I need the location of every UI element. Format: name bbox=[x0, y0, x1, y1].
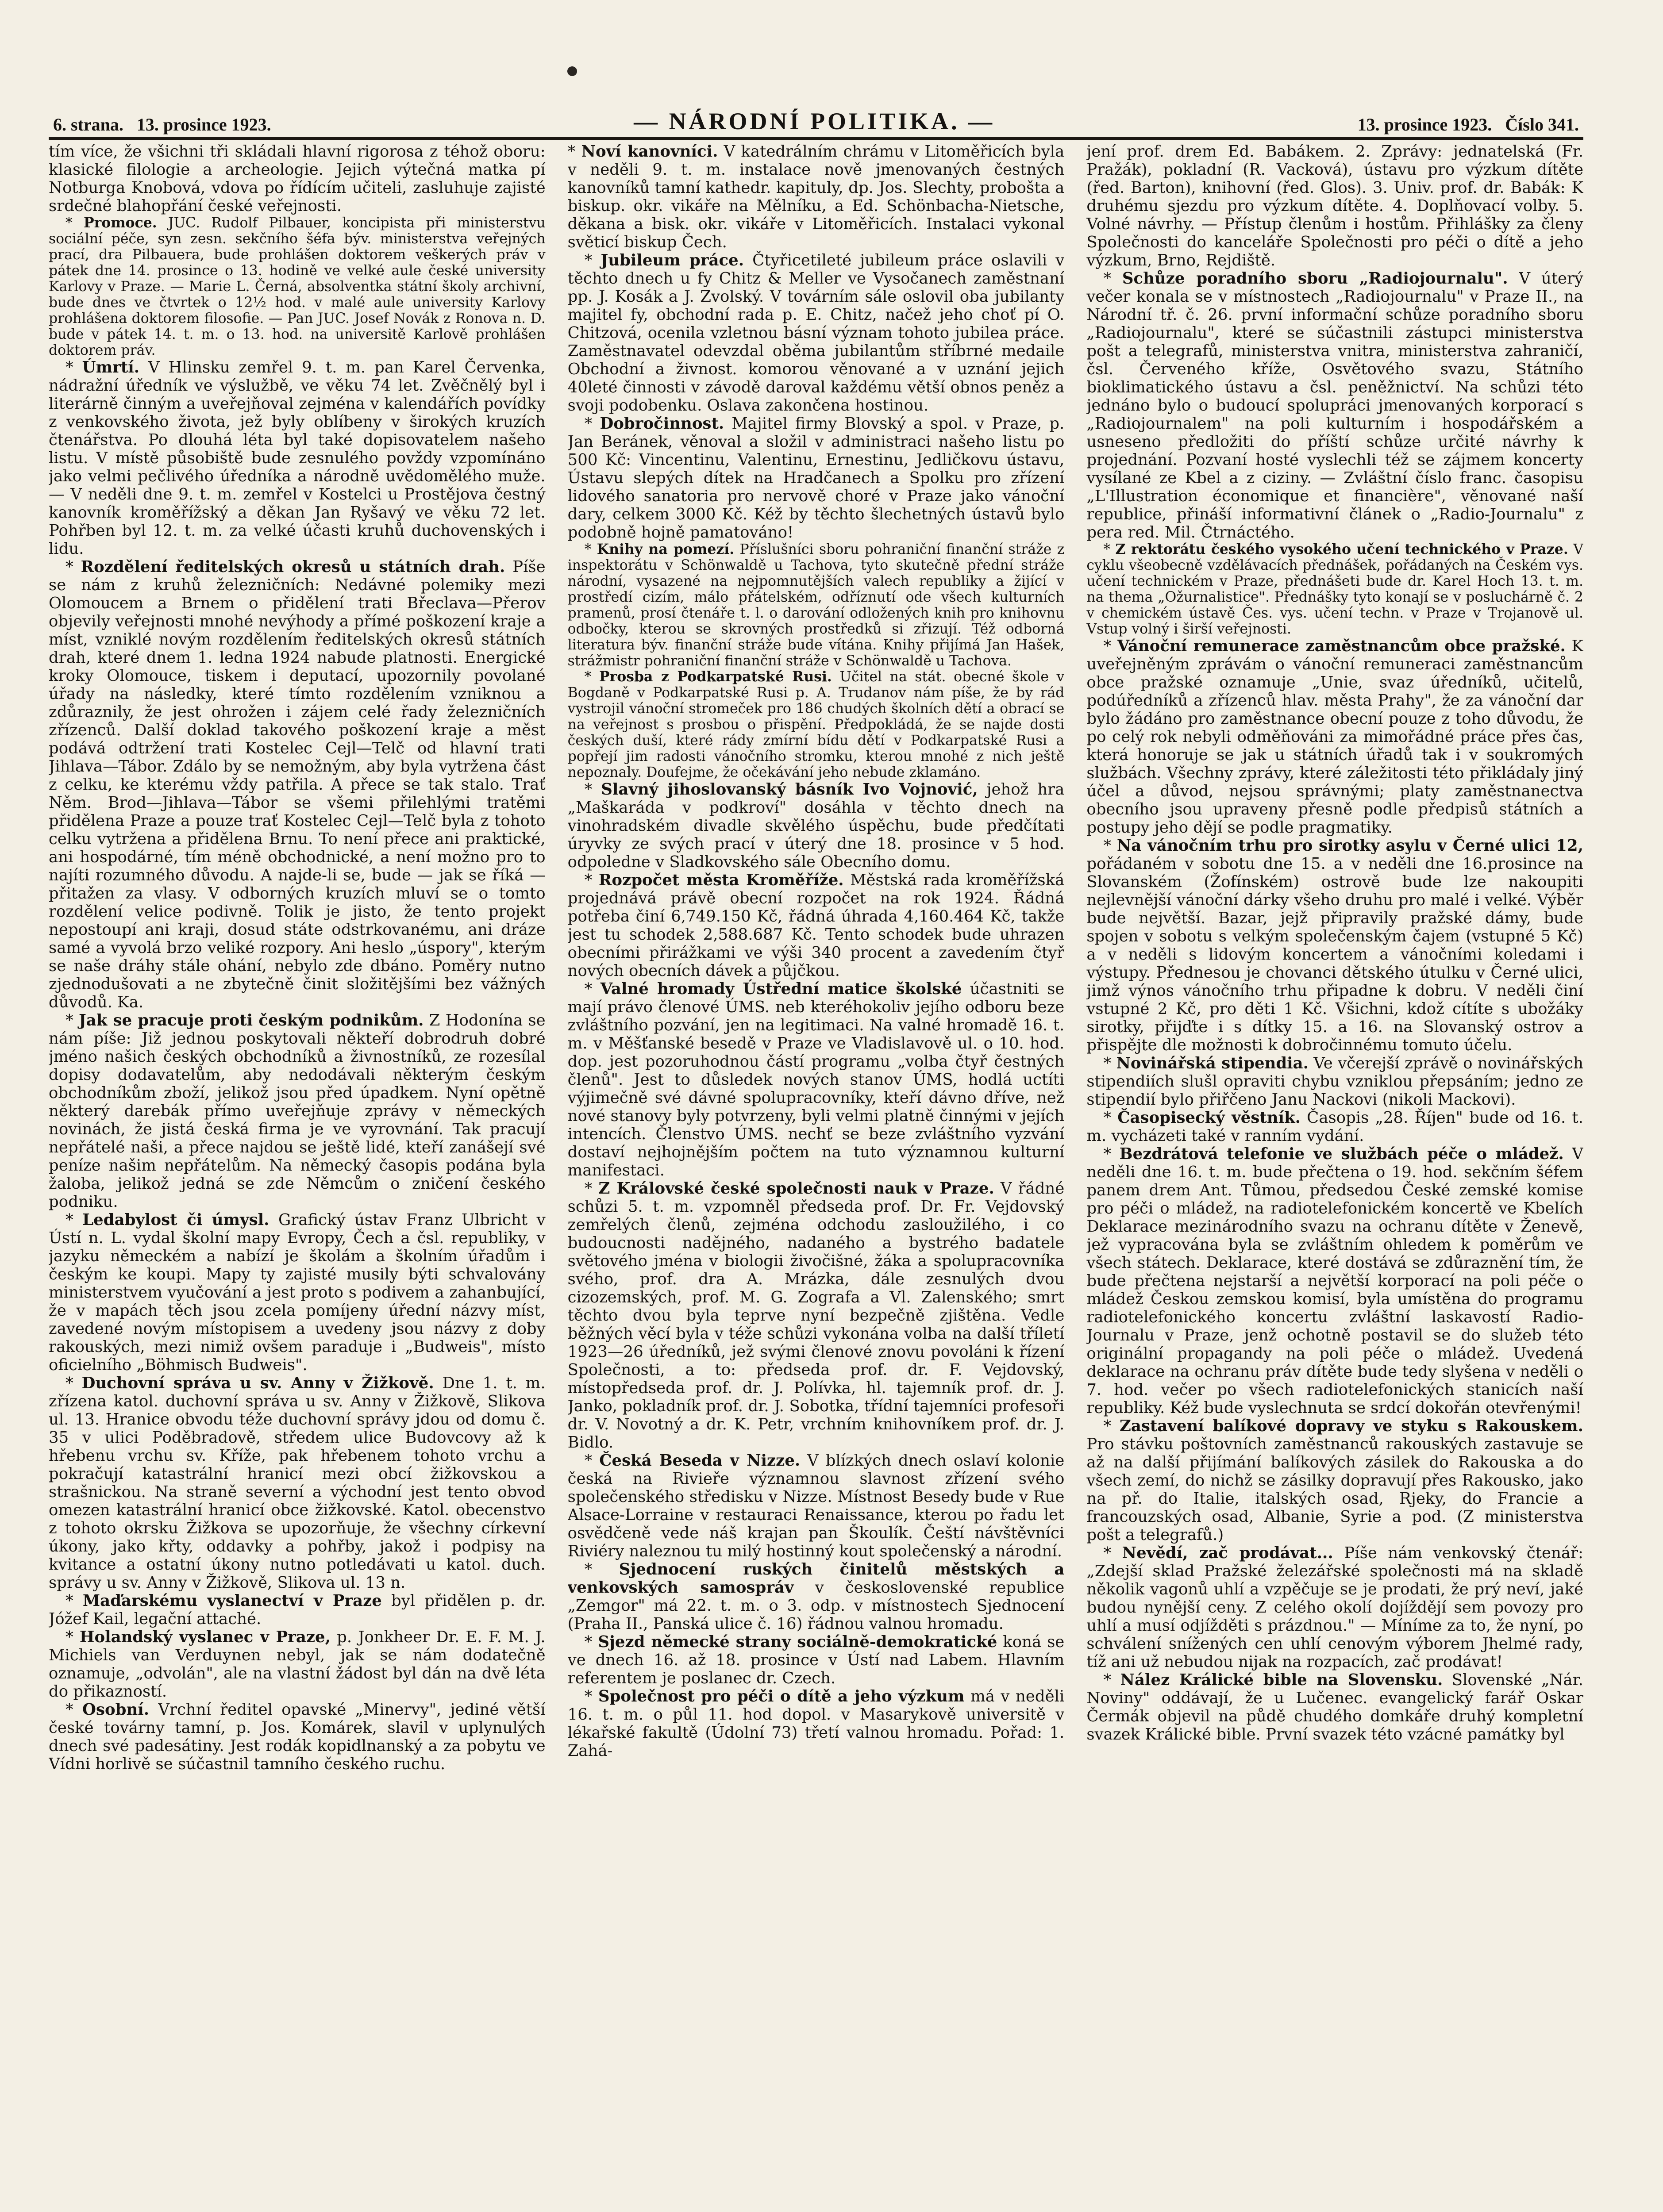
header-right bbox=[1358, 114, 1579, 135]
article-body: V blízkých dnech oslaví kolonie česká na Rivieře významnou slavnost zřízení svého společenského středisku v Nizze. Místnost Besedy bude v Rue Alsace-Lorraine v restauraci Renaissance, kterou po řadu let osvědčeně vede náš krajan pan Škoulík. Čeští návštěvníci Riviéry naleznou tu milý hostinný kout společenský a národní. bbox=[567, 1452, 1065, 1560]
column-3 bbox=[1086, 142, 1583, 2212]
article-body: koná se ve dnech 16. až 18. prosince v Ústí nad Labem. Hlavním referentem je poslanec dr. Czech. bbox=[567, 1633, 1065, 1687]
article: * Duchovní správa u sv. Anny v Žižkově. Dne 1. t. m. zřízena katol. duchovní správa u sv. Anny v Žižkově, Slikova ul. 13. Hranice obvodu téže duchovní správy jdou od domu č. 35 v ulici Poděbradově, středem ulice Budovcovy až k hřebenu vrchu sv. Kříže, pak hřebenem tohoto vrchu a pokračují katastrální hranicí mezi obcí žižkovskou a strašnickou. Na straně severní a východní jest tento obvod omezen katastrální hranicí obce žižkovské. Katol. obecenstvo z tohoto okrsku Žižkova se upozorňuje, že všechny církevní úkony, jako křty, oddavky a pohřby, jakož i podpisy na kvitance a ostatní úkony nutno potledávati u katol. duch. správy u sv. Anny v Žižkově, Slikova ul. 13 n. bbox=[49, 1374, 546, 1592]
page-number: 6. strana. bbox=[53, 115, 123, 134]
article-body: Z Hodonína se nám píše: Již jednou poskytovali někteří dobrodruh dobré jméno našich českých obchodníků a živnostníků, ze rozesílal dopisy dodavatelům, aby nedodávali některým českým obchodníkům zboží, jelikož jsou před úpadkem. Nyní opětně některý darebák přímo uveřejňuje zprávy v německých novinách, že jistá česká firma je ve vyrovnání. Tak pracují nepřátelé naši, a přece najdou se ještě lidé, kteří zanášejí své peníze našim nepřátelům. Na německý časopis podána byla žaloba, jelikož jedná se zde Němcům o zničení českého podniku. bbox=[49, 1011, 546, 1211]
date-right: 13. prosince 1923. bbox=[1357, 115, 1492, 134]
article-body: v československé republice „Zemgor" má 22. t. m. o 3. odp. v místnostech Sjednocení (Praha II., Panská ulice č. 16) řádnou valnou hromadu. bbox=[567, 1578, 1065, 1633]
article-title: Maďarskému vyslanectví v Praze bbox=[82, 1592, 382, 1610]
ink-dot bbox=[567, 66, 577, 76]
article-title: Prosba z Podkarpatské Rusi. bbox=[599, 668, 832, 685]
article-title: Vánoční remunerace zaměstnancům obce pražské. bbox=[1117, 637, 1566, 655]
article-title: Bezdrátová telefonie ve službách péče o mládež. bbox=[1119, 1145, 1564, 1163]
article-body: byl přidělen p. dr. Jóžef Kail, legační attaché. bbox=[49, 1592, 546, 1628]
article-title: Společnost pro péči o dítě a jeho výzkum bbox=[598, 1687, 965, 1705]
date-left: 13. prosince 1923. bbox=[136, 115, 271, 134]
column-3-text bbox=[1086, 142, 1583, 1743]
header-left bbox=[53, 114, 271, 135]
article-body: Grafický ústav Franz Ulbricht v Ústí n. L. vydal školní mapy Evropy, Čech a čsl. republiky, v jazyku německém a nabízí je školám a školním úřadům i českým ke koupi. Mapy ty zajisté musily býti schvalovány ministerstvem vyučování a jest proto s podivem a zahanbující, že v mapách těch jsou zcela pomíjeny úřední názvy míst, zavedené novým místopisem a uvedeny jsou názvy z doby rakouských, mezi nimiž ovšem paraduje i „Budweis", místo oficielního „Böhmisch Budweis". bbox=[49, 1211, 546, 1374]
column-1-text bbox=[49, 142, 546, 1773]
article-body: Slovenské „Nár. Noviny" oddávají, že u Lučenec. evangelický farář Oskar Čermák objevil na půdě chudého domkáře druhý kompletní svazek Králické bible. První svazek této vzácné památky byl bbox=[1086, 1671, 1583, 1743]
article: * Česká Beseda v Nizze. V blízkých dnech oslaví kolonie česká na Rivieře významnou slavnost zřízení svého společenského středisku v Nizze. Místnost Besedy bude v Rue Alsace-Lorraine v restauraci Renaissance, kterou po řadu let osvědčeně vede náš krajan pan Škoulík. Čeští návštěvníci Riviéry naleznou tu milý hostinný kout společenský a národní. bbox=[567, 1452, 1065, 1560]
article-body: V Hlinsku zemřel 9. t. m. pan Karel Červenka, nádražní úředník ve výslužbě, ve věku 74 let. Zvěčnělý byl i literárně činným a uveřejňoval zejména v kalendářích povídky z venkovského života, jež byly oblíbeny v širokých kruzích čtenářstva. Po dlouhá léta byl také dopisovatelem našeho listu. V místě působiště bude zesnulého povždy vzpomínáno jako velmi pečlivého úředníka a národně uvědomělého muže. — V neděli dne 9. t. m. zemřel v Kostelci u Prostějova čestný kanovník kroměřížský a děkan Jan Ryšavý ve věku 72 let. Pohřben byl 12. t. m. za velké účasti kruhů duchovenských i lidu. bbox=[49, 358, 546, 558]
article: * Maďarskému vyslanectví v Praze byl přidělen p. dr. Jóžef Kail, legační attaché. bbox=[49, 1592, 546, 1628]
article-body: pořádaném v sobotu dne 15. a v neděli dne 16.prosince na Slovanském (Žofínském) ostrově bude lze nakoupiti nejlevnější vánoční dárky všeho druhu pro malé i velké. Výběr bude největší. Bazar, jejž připravily pražské dámy, bude spojen v sobotu s velkým společenským čajem (vstupné 5 Kč) a v neděli s lidovým koncertem a vánočními koledami i výstupy. Přednesou je chovanci dětského útulku v Černé ulici, jimž výnos vánočního trhu připadne k dobru. V neděli činí vstupné 2 Kč, pro děti 1 Kč. Všichni, kdož cítíte s ubožáky sirotky, přijďte i s dítky 15. a 16. na Slovanský ostrov a přispějte dle možnosti k dobročinnému tomuto účelu. bbox=[1086, 855, 1583, 1054]
article-title: Holandský vyslanec v Praze, bbox=[79, 1628, 331, 1646]
article-body: Čtyřicetileté jubileum práce oslavili v těchto dnech u fy Chitz & Meller ve Vysočanech zaměstnaní pp. J. Kosák a J. Zvolský. V továrním sále oslovil oba jubilanty majitel fy, obchodní rada p. E. Chitz, načež jeho choť pí O. Chitzová, ocenila vzletnou básní význam tohoto jubilea práce. Zaměstnavatel odevzdal oběma jubilantům stříbrné medaile Obchodní a živnost. komorou věnované a v uznání jejich 40leté činnosti v závodě daroval každému větší obnos peněz a svoji podobenku. Oslava zakončena hostinou. bbox=[567, 251, 1065, 415]
article-title: Na vánočním trhu pro sirotky asylu v Černé ulici 12, bbox=[1116, 837, 1583, 855]
article: * Dobročinnost. Majitel firmy Blovský a spol. v Praze, p. Jan Beránek, věnoval a složil v administraci našeho listu po 500 Kč: Vincentinu, Valentinu, Ernestinu, Jedličkovu ústavu, Ústavu slepých dítek na Hradčanech a Spolku pro zřízení lidového sanatoria pro nervově choré v Praze jako vánoční dary, celkem 3000 Kč. Kéž by těchto šlechetných ústavů bylo podobně hojně pamatováno! bbox=[567, 415, 1065, 541]
issue-number: Číslo 341. bbox=[1505, 115, 1579, 134]
article-title: Časopisecký věstník. bbox=[1117, 1109, 1301, 1127]
article-title: Ledabylost či úmysl. bbox=[82, 1211, 269, 1229]
article-title: Nález Králické bible na Slovensku. bbox=[1120, 1671, 1443, 1689]
column-2-text bbox=[568, 142, 1065, 1760]
article: * Úmrtí. V Hlinsku zemřel 9. t. m. pan Karel Červenka, nádražní úředník ve výslužbě, ve věku 74 let. Zvěčnělý byl i literárně činným a uveřejňoval zejména v kalendářích povídky z venkovského života, jež byly oblíbeny v širokých kruzích čtenářstva. Po dlouhá léta byl také dopisovatelem našeho listu. V místě působiště bude zesnulého povždy vzpomínáno jako velmi pečlivého úředníka a národně uvědomělého muže. — V neděli dne 9. t. m. zemřel v Kostelci u Prostějova čestný kanovník kroměřížský a děkan Jan Ryšavý ve věku 72 let. Pohřben byl 12. t. m. za velké účasti kruhů duchovenských i lidu. bbox=[49, 358, 546, 558]
article-body: Vrchní ředitel opavské „Minervy", jediné větší české továrny tamní, p. Jos. Komárek, slavil v uplynulých dnech své padesátiny. Jest rodák kopidlnanský a za pobytu ve Vídni horlivě se súčastnil tamního českého ruchu. bbox=[49, 1701, 546, 1773]
article bbox=[49, 142, 546, 215]
header-rule bbox=[49, 137, 1583, 140]
article: * Zastavení balíkové dopravy ve styku s Rakouskem. Pro stávku poštovních zaměstnanců rakouských zastavuje se až na další přijímání balíkových zásilek do Rakouska a do všech zemí, do nichž se zásilky dopravují přes Rakousko, jako na př. do Italie, italských osad, Rjeky, do Francie a francouzských osad, Albanie, Syrie a pod. (Z ministerstva pošt a telegrafů.) bbox=[1086, 1417, 1583, 1544]
article-body: jení prof. drem Ed. Babákem. 2. Zprávy: jednatelská (Fr. Pražák), pokladní (R. Vacková), ústavu pro výzkum dítěte (řed. Barton), knihovní (řed. Glos). 3. Univ. prof. dr. Babák: K druhému sjezdu pro výzkum dítěte. 4. Doplňovací volby. 5. Volné návrhy. — Přístup členům i hostům. Přihlášky za členy Společnosti do kanceláře Společnosti pro péči o dítě a jeho výzkum, Brno, Rejdiště. bbox=[1086, 142, 1583, 269]
article-title: Valné hromady Ústřední matice školské bbox=[600, 980, 962, 998]
article-body: jehož hra „Maškaráda v podkroví" dosáhla v těchto dnech na vinohradském divadle skvělého úspěchu, bude předčítati úryvky ze svých prací v úterý dne 18. prosince v 5 hod. odpoledne v Sladkovského sále Obecního domu. bbox=[567, 780, 1065, 871]
article: * Bezdrátová telefonie ve službách péče o mládež. V neděli dne 16. t. m. bude přečtena o 19. hod. sekčním šéfem panem drem Ant. Tůmou, předsedou České zemské komise pro péči o mládež, na radiotelefonickém koncertě ve Kbelích Deklarace mezinárodního svazu na ochranu dítěte v Ženevě, jež vypracována byla se zvláštním ohledem k poměrům ve všech státech. Deklarace, které dostává se zdůraznění tím, že bude přečtena nejstarší a největší korporací na poli péče o mládež Českou zemskou komisí, byla umístěna do programu radiotelefonického koncertu zvláštní laskavostí Radio-Journalu v Praze, jenž ochotně postavil se do služeb této originální propagandy na poli péče o mládež. Uvedená deklarace na ochranu práv dítěte bude tedy slyšena v neděli o 7. hod. večer po všech radiotelefonických stanicích naší republiky. Kéž bude vyslechnuta se srdcí dokořán otevřenými! bbox=[1086, 1145, 1583, 1417]
column-1 bbox=[49, 142, 546, 2212]
article-title: Jubileum práce. bbox=[601, 251, 744, 269]
article: * Nevědí, zač prodávat... Píše nám venkovský čtenář: „Zdejší sklad Pražské železářské společnosti má na skladě několik vagonů uhlí a vzpěčuje se je prodati, že prý neví, jaké budou nynější ceny. Z celého okolí dojíždějí sem povozy pro uhlí a musí odjížděti s prázdnou." — Míníme za to, že nyní, po schválení snížených cen uhlí cenovým výborem Jhelmé rady, tíž ani už nebudou nijak na rozpacích, zač prodávat! bbox=[1086, 1544, 1583, 1671]
columns bbox=[49, 142, 1583, 2212]
article-title: Noví kanovníci. bbox=[581, 142, 718, 161]
article-title: Rozpočet města Kroměříže. bbox=[598, 871, 844, 889]
article: * Noví kanovníci. V katedrálním chrámu v Litoměřicích byla v neděli 9. t. m. instalace nově jmenovaných čestných kanovníků tamní kathedr. kapituly, dp. Jos. Slechty, proboštа a biskup. okr. vikáře na Mělníku, a Ed. Schönbacha-Nietsche, děkana a bisk. okr. vikáře v Litoměřicích. Instalaci vykonal světicí biskup Čech. bbox=[567, 142, 1065, 251]
article: * Schůze poradního sboru „Radiojournalu". V úterý večer konala se v místnostech „Radiojournalu" v Praze II., na Národní tř. č. 26. první informační schůze poradního sboru „Radiojournalu", které se súčastnili zástupci ministerstva pošt a telegrafů, ministerstva vnitra, ministerstva zahraničí, čsl. Červeného kříže, Osvětového svazu, Státního bioklimatického ústavu a čsl. peněžnictví. Na schůzi této jednáno bylo o budoucí spolupráci jmenovaných korporací s „Radiojournalem" na poli kulturním i hospodářském a usneseno předložiti do příští schůze určité návrhy k projednání. Pozvaní hosté vyslechli též se zájmem koncerty vysílané ze Kbel a z ciziny. — Zvláštní číslo franc. časopisu „L'Illustration économique et financière", věnované naší republice, přináší informativní článek o „Radio-Journalu" z pera red. Mil. Čtrnáctého. bbox=[1086, 269, 1583, 541]
article-body: Příslušníci sboru pohraniční finanční stráže z inspektorátu v Schönwaldě u Tachova, tyto skutečně přední stráže národní, vysazené na nejpomnutějších valech republiky a žijící v prostředí cizím, málo přátelském, odříznutí ode všech kulturních pramenů, prosí čtenáře t. l. o darování odložených knih pro knihovnu odbočky, kterou se skrovných prostředků si zřizují. Též odborná literatura býv. finanční stráže bude vítána. Knihy přijímá Jan Hašek, strážmistr pohraniční finanční stráže v Schönwaldě u Tachova. bbox=[567, 541, 1065, 669]
article-body: p. Jonkheer Dr. E. F. M. J. Michiels van Verduynen nebyl, jak se nám dodatečně oznamuje, „odvolán", ale na vlastní žádost byl dán na dvě léta do přikazností. bbox=[49, 1628, 546, 1701]
article-body: K uveřejněným zprávám o vánoční remuneraci zaměstnancům obce pražské oznamuje „Unie, svaz úředníků, učitelů, podúředníků a zřízenců hlav. města Prahy", že za vánoční dar bylo žádáno pro zaměstnance obecní pouze z toho důvodu, že po celý rok nebyli odměňováni za mimořádné práce přes čas, která honoruje se jak u státních úřadů tak i v soukromých službách. Všechny zprávy, které záležitosti této přikládaly jiný účel a důvod, nejsou správnými; platy zaměstnanectva obecního jsou upraveny přesně podle předpisů státních a postupy jeho dějí se podle pragmatiky. bbox=[1086, 637, 1583, 837]
article: * Sjednocení ruských činitelů městských a venkovských samospráv v československé republice „Zemgor" má 22. t. m. o 3. odp. v místnostech Sjednocení (Praha II., Panská ulice č. 16) řádnou valnou hromadu. bbox=[567, 1560, 1065, 1633]
masthead: — NÁRODNÍ POLITIKA. — bbox=[634, 108, 995, 134]
article: * Rozpočet města Kroměříže. Městská rada kroměřížská projednává právě obecní rozpočet na rok 1924. Řádná potřeba činí 6,749.150 Kč, řádná úhrada 4,160.464 Kč, takže jest tu schodek 2,588.687 Kč. Tento schodek bude uhrazen obecními přirážkami ve výši 340 procent a zavedením čtyř nových obecních dávek a půjčkou. bbox=[567, 871, 1065, 980]
article-title: Jak se pracuje proti českým podnikům. bbox=[78, 1011, 424, 1029]
article: * Z rektorátu českého vysokého učení technického v Praze. V cyklu všeobecně vzdělávacích přednášek, pořádaných na Českém vys. učení technickém v Praze, přednášeti bude dr. Karel Hoch 13. t. m. na thema „Ožurnalistice". Přednášky tyto konají se v posluchárně č. 2 v chemickém ústavě Čes. vys. učení techn. v Praze v Trojanově ul. Vstup volný i širší veřejnosti. bbox=[1086, 541, 1583, 637]
article-title: Úmrtí. bbox=[82, 358, 140, 376]
article: * Slavný jihoslovanský básník Ivo Vojnović, jehož hra „Maškaráda v podkroví" dosáhla v těchto dnech na vinohradském divadle skvělého úspěchu, bude předčítati úryvky ze svých prací v úterý dne 18. prosince v 5 hod. odpoledne v Sladkovského sále Obecního domu. bbox=[567, 780, 1065, 871]
article-body: Ve včerejší zprávě o novinářských stipendiích slušl opraviti chybu vzniklou přepsáním; jedno ze stipendií bylo přiřčeno Janu Nackovi (nikoli Mackovi). bbox=[1086, 1054, 1583, 1109]
article-body: tím více, že všichni tři skládali hlavní rigorosa z téhož oboru: klasické filologie a archeologie. Jejich výtečná matka pí Notburga Knobová, vdova po řídícím učiteli, zasluhuje zajisté srdečné blahopřání české veřejnosti. bbox=[49, 142, 546, 215]
article-body: Časopis „28. Říjen" bude od 16. t. m. vycházeti také v ranním vydání. bbox=[1086, 1109, 1583, 1145]
article: * Promoce. JUC. Rudolf Pilbauer, koncipista při ministerstvu sociální péče, syn zesn. sekčního šéfa býv. ministerstva veřejných prací, dra Pilbauera, bude prohlášen doktorem veškerých práv v pátek dne 14. prosince o 13. hodině ve velké aule české university Karlovy v Praze. — Marie L. Černá, absolventka státní školy archivní, bude dnes ve čtvrtek o 12½ hod. v malé aule university Karlovy prohlášena doktorem filosofie. — Pan JUC. Josef Novák z Ronova n. D. bude v pátek 14. t. m. o 13. hod. na universitě Karlově prohlášen doktorem práv. bbox=[49, 215, 546, 358]
article-title: Slavný jihoslovanský básník Ivo Vojnović, bbox=[601, 780, 978, 799]
article: * Sjezd německé strany sociálně-demokratické koná se ve dnech 16. až 18. prosince v Ústí nad Labem. Hlavním referentem je poslanec dr. Czech. bbox=[567, 1633, 1065, 1687]
article-body: Píše nám venkovský čtenář: „Zdejší sklad Pražské železářské společnosti má na skladě několik vagonů uhlí a vzpěčuje se je prodati, že prý neví, jaké budou nynější ceny. Z celého okolí dojíždějí sem povozy pro uhlí a musí odjížděti s prázdnou." — Míníme za to, že nyní, po schválení snížených cen uhlí cenovým výborem Jhelmé rady, tíž ani už nebudou nijak na rozpacích, zač prodávat! bbox=[1086, 1544, 1583, 1671]
article-title: Schůze poradního sboru „Radiojournalu". bbox=[1122, 269, 1508, 288]
article: * Z Královské české společnosti nauk v Praze. V řádné schůzi 5. t. m. vzpomněl předseda prof. Dr. Fr. Vejdovský zemřelých členů, zejména odchodu zasloužilého, i co budoucnosti nadějného, nadaného a bystrého badatele světového jména v biologii živočišné, žáka a spolupracovníka svého, prof. dra A. Mrázka, dále zesnulých dvou cizozemských, prof. M. G. Zografa a Vl. Zalenského; smrt těchto dvou byla teprve nyní bezpečně zjištěna. Vedle běžných věcí byla v téže schůzi vykonána volba na další tříletí 1923—26 úředníků, jež svými členové znovu povoláni k řízení Společnosti, a to: předseda prof. dr. F. Vejdovský, místopředseda prof. dr. J. Polívka, hl. tajemník prof. dr. J. Janko, pokladník prof. dr. J. Sobotka, třídní tajemníci profesoři dr. V. Novotný a dr. K. Petr, vrchním knihovníkem prof. dr. J. Bidlo. bbox=[567, 1179, 1065, 1452]
article: * Knihy na pomezí. Příslušníci sboru pohraniční finanční stráže z inspektorátu v Schönwaldě u Tachova, tyto skutečně přední stráže národní, vysazené na nejpomnutějších valech republiky a žijící v prostředí cizím, málo přátelském, odříznutí ode všech kulturních pramenů, prosí čtenáře t. l. o darování odložených knih pro knihovnu odbočky, kterou se skrovných prostředků si zřizují. Též odborná literatura býv. finanční stráže bude vítána. Knihy přijímá Jan Hašek, strážmistr pohraniční finanční stráže v Schönwaldě u Tachova. bbox=[567, 541, 1065, 669]
article-body: V neděli dne 16. t. m. bude přečtena o 19. hod. sekčním šéfem panem drem Ant. Tůmou, předsedou České zemské komise pro péči o mládež, na radiotelefonickém koncertě ve Kbelích Deklarace mezinárodního svazu na ochranu dítěte v Ženevě, jež vypracována byla se zvláštním ohledem k poměrům ve všech státech. Deklarace, které dostává se zdůraznění tím, že bude přečtena nejstarší a největší korporací na poli péče o mládež Českou zemskou komisí, byla umístěna do programu radiotelefonického koncertu zvláštní laskavostí Radio-Journalu v Praze, jenž ochotně postavil se do služeb této originální propagandy na poli péče o mládež. Uvedená deklarace na ochranu práv dítěte bude tedy slyšena v neděli o 7. hod. večer po všech radiotelefonických stanicích naší republiky. Kéž bude vyslechnuta se srdcí dokořán otevřenými! bbox=[1086, 1145, 1583, 1417]
article: * Společnost pro péči o dítě a jeho výzkum má v neděli 16. t. m. o půl 11. hod dopol. v Masarykově universitě v lékařské fakultě (Údolní 73) třetí valnou hromadu. Pořad: 1. Zahá- bbox=[567, 1687, 1065, 1760]
article: * Rozdělení ředitelských okresů u státních drah. Píše se nám z kruhů železničních: Nedávné polemiky mezi Olomoucem a Brnem o přidělení trati Břeclava—Přerov objevily veřejnosti mnohé nevýhody a přímé poškození kraje a míst, vzniklé novým rozdělením ředitelských okresů státních drah, které dnem 1. ledna 1924 nabude platnosti. Energické kroky Olomouce, tiskem i deputací, upozornily povolané úřady na následky, které tímto rozdělením vzniknou a zdůraznily, že jest ohrožen i zájem celé řady železničních zřízenců. Další doklad takového poškození kraje a měst podává odtržení trati Kostelec Cejl—Telč od hlavní trati Jihlava—Tábor. Zdálo by se nemožným, aby byla vytržena část z celku, ke kterému vždy patřila. A přece se tak stalo. Trať Něm. Brod—Jihlava—Tábor se všemi přilehlými tratěmi přidělena Praze a pouze trať Kostelec Cejl—Telč byla z tohoto celku vytržena a přidělena Brnu. To není přece ani praktické, ani hospodárné, tím méně obchodnické, a není možno pro to najíti rozumného důvodu. A najde-li se, bude — jak se říká — přitažen za vlasy. V odborných kruzích mluví se o tomto rozdělení velice podivně. Tolik je jisto, že tento projekt nepostoupí ani kraji, dosud státe odstrkovanému, ani dráze samé a vyvolá brzo veliké rozpory. Ani heslo „úspory", kterým se naše dráhy stále ohání, nebylo zde dbáno. Poměry nutno zjednodušovati a ne zbytečně činit složitějšími bez vážných důvodů. Ka. bbox=[49, 558, 546, 1011]
article-title: Sjednocení ruských činitelů městských a venkovských samospráv bbox=[567, 1560, 1065, 1597]
article-body: Majitel firmy Blovský a spol. v Praze, p. Jan Beránek, věnoval a složil v administraci našeho listu po 500 Kč: Vincentinu, Valentinu, Ernestinu, Jedličkovu ústavu, Ústavu slepých dítek na Hradčanech a Spolku pro zřízení lidového sanatoria pro nervově choré v Praze jako vánoční dary, celkem 3000 Kč. Kéž by těchto šlechetných ústavů bylo podobně hojně pamatováno! bbox=[567, 415, 1065, 541]
article-title: Duchovní správa u sv. Anny v Žižkově. bbox=[81, 1374, 434, 1392]
article: * Nález Králické bible na Slovensku. Slovenské „Nár. Noviny" oddávají, že u Lučenec. evangelický farář Oskar Čermák objevil na půdě chudého domkáře druhý kompletní svazek Králické bible. První svazek této vzácné památky byl bbox=[1086, 1671, 1583, 1743]
article-title: Rozdělení ředitelských okresů u státních drah. bbox=[81, 558, 505, 576]
article-body: V cyklu všeobecně vzdělávacích přednášek, pořádaných na Českém vys. učení technickém v Praze, přednášeti bude dr. Karel Hoch 13. t. m. na thema „Ožurnalistice". Přednášky tyto konají se v posluchárně č. 2 v chemickém ústavě Čes. vys. učení techn. v Praze v Trojanově ul. Vstup volný i širší veřejnosti. bbox=[1086, 541, 1583, 637]
article-title: Promoce. bbox=[83, 215, 157, 231]
article: * Holandský vyslanec v Praze, p. Jonkheer Dr. E. F. M. J. Michiels van Verduynen nebyl, jak se nám dodatečně oznamuje, „odvolán", ale na vlastní žádost byl dán na dvě léta do přikazností. bbox=[49, 1628, 546, 1701]
article-title: Nevědí, zač prodávat... bbox=[1122, 1544, 1333, 1562]
article-body: JUC. Rudolf Pilbauer, koncipista při ministerstvu sociální péče, syn zesn. sekčního šéfa býv. ministerstva veřejných prací, dra Pilbauera, bude prohlášen doktorem veškerých práv v pátek dne 14. prosince o 13. hodině ve velké aule české university Karlovy v Praze. — Marie L. Černá, absolventka státní školy archivní, bude dnes ve čtvrtek o 12½ hod. v malé aule university Karlovy prohlášena doktorem filosofie. — Pan JUC. Josef Novák z Ronova n. D. bude v pátek 14. t. m. o 13. hod. na universitě Karlově prohlášen doktorem práv. bbox=[49, 215, 546, 358]
article-body: Dne 1. t. m. zřízena katol. duchovní správa u sv. Anny v Žižkově, Slikova ul. 13. Hranice obvodu téže duchovní správy jdou od domu č. 35 v ulici Poděbradově, středem ulice Budovcovy až k hřebenu vrchu sv. Kříže, pak hřebenem tohoto vrchu a pokračují katastrální hranicí mezi obcí žižkovskou a strašnickou. Na straně severní a východní jest tento obvod omezen katastrální hranicí obce žižkovské. Katol. obecenstvo z tohoto okrsku Žižkova se upozorňuje, že všechny církevní úkony, jako křty, oddavky a pohřby, jakož i podpisy na kvitance a ostatní úkony nutno potledávati u katol. duch. správy u sv. Anny v Žižkově, Slikova ul. 13 n. bbox=[49, 1374, 546, 1592]
article: * Jak se pracuje proti českým podnikům. Z Hodonína se nám píše: Již jednou poskytovali někteří dobrodruh dobré jméno našich českých obchodníků a živnostníků, ze rozesílal dopisy dodavatelům, aby nedodávali některým českým obchodníkům zboží, jelikož jsou před úpadkem. Nyní opětně některý darebák přímo uveřejňuje zprávy v německých novinách, že jistá česká firma je ve vyrovnání. Tak pracují nepřátelé naši, a přece najdou se ještě lidé, kteří zanášejí své peníze našim nepřátelům. Na německý časopis podána byla žaloba, jelikož jedná se zde Němcům o zničení českého podniku. bbox=[49, 1011, 546, 1211]
column-2 bbox=[568, 142, 1065, 2212]
article: * Ledabylost či úmysl. Grafický ústav Franz Ulbricht v Ústí n. L. vydal školní mapy Evropy, Čech a čsl. republiky, v jazyku německém a nabízí je školám a školním úřadům i českým ke koupi. Mapy ty zajisté musily býti schvalovány ministerstvem vyučování a jest proto s podivem a zahanbující, že v mapách těch jsou zcela pomíjeny úřední názvy míst, zavedené novým místopisem a uvedeny jsou názvy z doby rakouských, mezi nimiž ovšem paraduje i „Budweis", místo oficielního „Böhmisch Budweis". bbox=[49, 1211, 546, 1374]
article-body: V úterý večer konala se v místnostech „Radiojournalu" v Praze II., na Národní tř. č. 26. první informační schůze poradního sboru „Radiojournalu", které se súčastnili zástupci ministerstva pošt a telegrafů, ministerstva vnitra, ministerstva zahraničí, čsl. Červeného kříže, Osvětového svazu, Státního bioklimatického ústavu a čsl. peněžnictví. Na schůzi této jednáno bylo o budoucí spolupráci jmenovaných korporací s „Radiojournalem" na poli kulturním i hospodářském a usneseno předložiti do příští schůze určité návrhy k projednání. Pozvaní hosté vyslechli též se zájmem koncerty vysílané ze Kbel a z ciziny. — Zvláštní číslo franc. časopisu „L'Illustration économique et financière", věnované naší republice, přináší informativní článek o „Radio-Journalu" z pera red. Mil. Čtrnáctého. bbox=[1086, 269, 1583, 541]
article: * Jubileum práce. Čtyřicetileté jubileum práce oslavili v těchto dnech u fy Chitz & Meller ve Vysočanech zaměstnaní pp. J. Kosák a J. Zvolský. V továrním sále oslovil oba jubilanty majitel fy, obchodní rada p. E. Chitz, načež jeho choť pí O. Chitzová, ocenila vzletnou básní význam tohoto jubilea práce. Zaměstnavatel odevzdal oběma jubilantům stříbrné medaile Obchodní a živnost. komorou věnované a v uznání jejich 40leté činnosti v závodě daroval každému větší obnos peněz a svoji podobenku. Oslava zakončena hostinou. bbox=[567, 251, 1065, 415]
page-header bbox=[53, 104, 1579, 135]
article-body: V řádné schůzi 5. t. m. vzpomněl předseda prof. Dr. Fr. Vejdovský zemřelých členů, zejména odchodu zasloužilého, i co budoucnosti nadějného, nadaného a bystrého badatele světového jména v biologii živočišné, žáka a spolupracovníka svého, prof. dra A. Mrázka, dále zesnulých dvou cizozemských, prof. M. G. Zografa a Vl. Zalenského; smrt těchto dvou byla teprve nyní bezpečně zjištěna. Vedle běžných věcí byla v téže schůzi vykonána volba na další tříletí 1923—26 úředníků, jež svými členové znovu povoláni k řízení Společnosti, a to: předseda prof. dr. F. Vejdovský, místopředseda prof. dr. J. Polívka, hl. tajemník prof. dr. J. Janko, pokladník prof. dr. J. Sobotka, třídní tajemníci profesoři dr. V. Novotný a dr. K. Petr, vrchním knihovníkem prof. dr. J. Bidlo. bbox=[567, 1179, 1065, 1452]
article: * Vánoční remunerace zaměstnancům obce pražské. K uveřejněným zprávám o vánoční remuneraci zaměstnancům obce pražské oznamuje „Unie, svaz úředníků, učitelů, podúředníků a zřízenců hlav. města Prahy", že za vánoční dar bylo žádáno pro zaměstnance obecní pouze z toho důvodu, že po celý rok nebyli odměňováni za mimořádné práce přes čas, která honoruje se jak u státních úřadů tak i v soukromých službách. Všechny zprávy, které záležitosti této přikládaly jiný účel a důvod, nejsou správnými; platy zaměstnanectva obecního jsou upraveny přesně podle předpisů státních a postupy jeho dějí se podle pragmatiky. bbox=[1086, 637, 1583, 837]
article: * Osobní. Vrchní ředitel opavské „Minervy", jediné větší české továrny tamní, p. Jos. Komárek, slavil v uplynulých dnech své padesátiny. Jest rodák kopidlnanský a za pobytu ve Vídni horlivě se súčastnil tamního českého ruchu. bbox=[49, 1701, 546, 1773]
article-body: V katedrálním chrámu v Litoměřicích byla v neděli 9. t. m. instalace nově jmenovaných čestných kanovníků tamní kathedr. kapituly, dp. Jos. Slechty, proboštа a biskup. okr. vikáře na Mělníku, a Ed. Schönbacha-Nietsche, děkana a bisk. okr. vikáře v Litoměřicích. Instalaci vykonal světicí biskup Čech. bbox=[567, 142, 1065, 251]
article-body: Pro stávku poštovních zaměstnanců rakouských zastavuje se až na další přijímání balíkových zásilek do Rakouska a do všech zemí, do nichž se zásilky dopravují přes Rakousko, jako na př. do Italie, italských osad, Rjeky, do Francie a francouzských osad, Albanie, Syrie a pod. (Z ministerstva pošt a telegrafů.) bbox=[1086, 1435, 1583, 1544]
article: * Valné hromady Ústřední matice školské účastniti se mají právo členové ÚMS. neb kteréhokoliv jejího odboru beze zvláštního pozvání, jen na legitimaci. Na valné hromadě 16. t. m. v Měšťanské besedě v Praze ve Vladislavově ul. o 10. hod. dop. jest pozoruhodnou částí programu „volba čtyř čestných členů". Jest to důsledek nových stanov ÚMS, hodlá uctíti výjimečně své dávné spolupracovníky, kteří dávno dříve, než nové stanovy byly potvrzeny, byli velmi platně činnými v jejích intencích. Členstvo ÚMS. nechť se beze zvláštního vyzvání dostaví nejhojnějším počtem na tuto významnou kulturní manifestaci. bbox=[567, 980, 1065, 1179]
article-body: účastniti se mají právo členové ÚMS. neb kteréhokoliv jejího odboru beze zvláštního pozvání, jen na legitimaci. Na valné hromadě 16. t. m. v Měšťanské besedě v Praze ve Vladislavově ul. o 10. hod. dop. jest pozoruhodnou částí programu „volba čtyř čestných členů". Jest to důsledek nových stanov ÚMS, hodlá uctíti výjimečně své dávné spolupracovníky, kteří dávno dříve, než nové stanovy byly potvrzeny, byli velmi platně činnými v jejích intencích. Členstvo ÚMS. nechť se beze zvláštního vyzvání dostaví nejhojnějším počtem na tuto významnou kulturní manifestaci. bbox=[567, 980, 1065, 1179]
article: * Na vánočním trhu pro sirotky asylu v Černé ulici 12, pořádaném v sobotu dne 15. a v neděli dne 16.prosince na Slovanském (Žofínském) ostrově bude lze nakoupiti nejlevnější vánoční dárky všeho druhu pro malé i velké. Výběr bude největší. Bazar, jejž připravily pražské dámy, bude spojen v sobotu s velkým společenským čajem (vstupné 5 Kč) a v neděli s lidovým koncertem a vánočními koledami i výstupy. Přednesou je chovanci dětského útulku v Černé ulici, jimž výnos vánočního trhu připadne k dobru. V neděli činí vstupné 2 Kč, pro děti 1 Kč. Všichni, kdož cítíte s ubožáky sirotky, přijďte i s dítky 15. a 16. na Slovanský ostrov a přispějte dle možnosti k dobročinnému tomuto účelu. bbox=[1086, 837, 1583, 1054]
article-title: Z Královské české společnosti nauk v Praze. bbox=[598, 1179, 994, 1198]
article-title: Osobní. bbox=[82, 1701, 150, 1719]
article-title: Zastavení balíkové dopravy ve styku s Rakouskem. bbox=[1119, 1417, 1583, 1435]
article: * Prosba z Podkarpatské Rusi. Učitel na stát. obecné škole v Bogdaně v Podkarpatské Rusi p. A. Trudanov nám píše, že by rád vystrojil vánoční stromeček pro 186 chudých školních dětí a obrací se na veřejnost s prosbou o přispění. Předpokládá, že se najde dosti českých duší, které rády zmírní bídu dětí v Podkarpatské Rusi a popřejí jim radosti vánočního stromku, kterou mnohé z nich ještě nepoznaly. Doufejme, že očekávání jeho nebude zklamáno. bbox=[567, 668, 1065, 780]
article-title: Knihy na pomezí. bbox=[597, 541, 735, 557]
article bbox=[1086, 142, 1583, 269]
article: * Novinářská stipendia. Ve včerejší zprávě o novinářských stipendiích slušl opraviti chybu vzniklou přepsáním; jedno ze stipendií bylo přiřčeno Janu Nackovi (nikoli Mackovi). bbox=[1086, 1054, 1583, 1109]
article-title: Česká Beseda v Nizze. bbox=[599, 1452, 801, 1470]
article-title: Novinářská stipendia. bbox=[1116, 1054, 1309, 1072]
article-title: Sjezd německé strany sociálně-demokratické bbox=[598, 1633, 997, 1651]
article-title: Z rektorátu českého vysokého učení technického v Praze. bbox=[1115, 541, 1568, 557]
article-body: Městská rada kroměřížská projednává právě obecní rozpočet na rok 1924. Řádná potřeba činí 6,749.150 Kč, řádná úhrada 4,160.464 Kč, takže jest tu schodek 2,588.687 Kč. Tento schodek bude uhrazen obecními přirážkami ve výši 340 procent a zavedením čtyř nových obecních dávek a půjčkou. bbox=[567, 871, 1065, 980]
article: * Časopisecký věstník. Časopis „28. Říjen" bude od 16. t. m. vycházeti také v ranním vydání. bbox=[1086, 1109, 1583, 1145]
article-body: Učitel na stát. obecné škole v Bogdaně v Podkarpatské Rusi p. A. Trudanov nám píše, že by rád vystrojil vánoční stromeček pro 186 chudých školních dětí a obrací se na veřejnost s prosbou o přispění. Předpokládá, že se najde dosti českých duší, které rády zmírní bídu dětí v Podkarpatské Rusi a popřejí jim radosti vánočního stromku, kterou mnohé z nich ještě nepoznaly. Doufejme, že očekávání jeho nebude zklamáno. bbox=[567, 669, 1065, 780]
article-body: má v neděli 16. t. m. o půl 11. hod dopol. v Masarykově universitě v lékařské fakultě (Údolní 73) třetí valnou hromadu. Pořad: 1. Zahá- bbox=[567, 1687, 1065, 1760]
article-title: Dobročinnost. bbox=[600, 415, 724, 433]
article-body: Píše se nám z kruhů železničních: Nedávné polemiky mezi Olomoucem a Brnem o přidělení trati Břeclava—Přerov objevily veřejnosti mnohé nevýhody a přímé poškození kraje a míst, vzniklé novým rozdělením ředitelských okresů státních drah, které dnem 1. ledna 1924 nabude platnosti. Energické kroky Olomouce, tiskem i deputací, upozornily povolané úřady na následky, které tímto rozdělením vzniknou a zdůraznily, že jest ohrožen i zájem celé řady železničních zřízenců. Další doklad takového poškození kraje a měst podává odtržení trati Kostelec Cejl—Telč od hlavní trati Jihlava—Tábor. Zdálo by se nemožným, aby byla vytržena část z celku, ke kterému vždy patřila. A přece se tak stalo. Trať Něm. Brod—Jihlava—Tábor se všemi přilehlými tratěmi přidělena Praze a pouze trať Kostelec Cejl—Telč byla z tohoto celku vytržena a přidělena Brnu. To není přece ani praktické, ani hospodárné, tím méně obchodnické, a není možno pro to najíti rozumného důvodu. A najde-li se, bude — jak se říká — přitažen za vlasy. V odborných kruzích mluví se o tomto rozdělení velice podivně. Tolik je jisto, že tento projekt nepostoupí ani kraji, dosud státe odstrkovanému, ani dráze samé a vyvolá brzo veliké rozpory. Ani heslo „úspory", kterým se naše dráhy stále ohání, nebylo zde dbáno. Poměry nutno zjednodušovati a ne zbytečně činit složitějšími bez vážných důvodů. Ka. bbox=[49, 558, 546, 1011]
